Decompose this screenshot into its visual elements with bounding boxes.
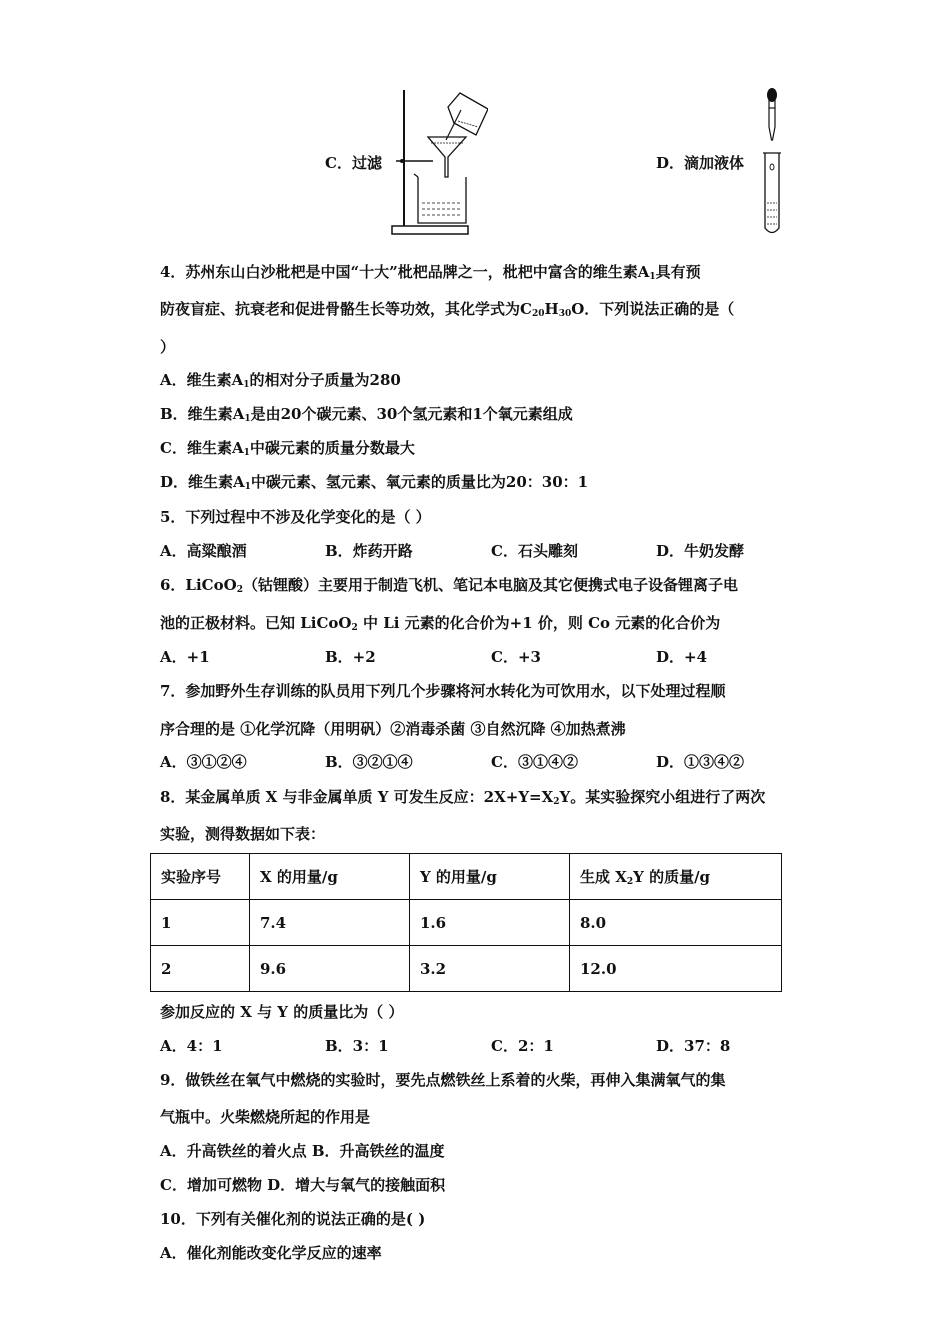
table-cell: 1.6 <box>410 900 570 946</box>
table-cell: 3.2 <box>410 946 570 992</box>
q5-option-a: A．高粱酿酒 <box>160 542 247 560</box>
q7-option-b: B．③②①④ <box>325 753 413 771</box>
q9-options-cd: C．增加可燃物 D．增大与氧气的接触面积 <box>160 1176 446 1194</box>
q8-option-d: D．37：8 <box>656 1037 731 1055</box>
q8-option-b: B．3：1 <box>325 1037 389 1055</box>
table-cell: 7.4 <box>250 900 410 946</box>
q8-option-a: A．4：1 <box>160 1037 223 1055</box>
q7-stem-line2: 序合理的是 ①化学沉降（用明矾）②消毒杀菌 ③自然沉降 ④加热煮沸 <box>160 720 626 738</box>
dropper-testtube-illustration <box>757 85 787 240</box>
q9-stem-line1: 9．做铁丝在氧气中燃烧的实验时，要先点燃铁丝上系着的火柴，再伸入集满氧气的集 <box>160 1071 726 1089</box>
table-header-cell: 生成 $X_2Y$ 的质量/g <box>570 854 782 900</box>
q5-option-c: C．石头雕刻 <box>491 542 578 560</box>
q3-option-c: C．过滤 <box>325 154 382 172</box>
q8-question: 参加反应的 X 与 Y 的质量比为（ ） <box>160 1003 404 1021</box>
q10-stem: 10．下列有关催化剂的说法正确的是( ) <box>160 1210 426 1228</box>
q6-option-b: B．+2 <box>325 648 376 666</box>
q8-stem-line1: 8．某金属单质 X 与非金属单质 Y 可发生反应：$2X+Y=X_2Y$。某实验探究小组进行了两次 <box>160 788 766 807</box>
q10-option-a: A．催化剂能改变化学反应的速率 <box>160 1244 382 1262</box>
q4-stem-line3: ） <box>160 338 176 356</box>
q8-option-c: C．2：1 <box>491 1037 554 1055</box>
q6-option-c: C．+3 <box>491 648 541 666</box>
q7-option-c: C．③①④② <box>491 753 578 771</box>
q4-stem-line1: 4．苏州东山白沙枇杷是中国“十大”枇杷品牌之一，枇杷中富含的维生素$A_1$具有预 <box>160 263 701 282</box>
q4-option-c: C．维生素$A_1$中碳元素的质量分数最大 <box>160 439 415 458</box>
q6-stem-line1: 6．LiCoO$_2$（钴锂酸）主要用于制造飞机、笔记本电脑及其它便携式电子设备锂离子电 <box>160 576 738 595</box>
q4-option-a: A．维生素$A_1$的相对分子质量为280 <box>160 371 401 390</box>
q6-option-a: A．+1 <box>160 648 210 666</box>
filtration-apparatus-illustration <box>388 85 488 240</box>
q6-stem-line2: 池的正极材料。已知 LiCoO$_2$ 中 Li 元素的化合价为+1 价，则 Co 元素的化合价为 <box>160 614 721 633</box>
q7-option-a: A．③①②④ <box>160 753 247 771</box>
table-cell: 12.0 <box>570 946 782 992</box>
table-cell: 1 <box>151 900 250 946</box>
q9-stem-line2: 气瓶中。火柴燃烧所起的作用是 <box>160 1108 371 1126</box>
q5-option-d: D．牛奶发酵 <box>656 542 745 560</box>
table-header-row <box>151 854 782 900</box>
q4-option-b: B．维生素$A_1$是由20个碳元素、30个氢元素和1个氧元素组成 <box>160 405 573 424</box>
q4-option-d: D．维生素$A_1$中碳元素、氢元素、氧元素的质量比为20：30：1 <box>160 473 589 492</box>
table-row <box>151 900 782 946</box>
experiment-data-table <box>150 853 782 992</box>
table-row <box>151 946 782 992</box>
q5-stem: 5．下列过程中不涉及化学变化的是（ ） <box>160 508 431 526</box>
q3-option-d: D．滴加液体 <box>656 154 745 172</box>
q5-option-b: B．炸药开路 <box>325 542 413 560</box>
q6-option-d: D．+4 <box>656 648 708 666</box>
table-cell: 9.6 <box>250 946 410 992</box>
q8-stem-line2: 实验，测得数据如下表： <box>160 825 326 843</box>
table-cell: 2 <box>151 946 250 992</box>
table-header-cell: X 的用量/g <box>250 854 410 900</box>
table-header-cell: Y 的用量/g <box>410 854 570 900</box>
table-cell: 8.0 <box>570 900 782 946</box>
q7-option-d: D．①③④② <box>656 753 745 771</box>
q7-stem-line1: 7．参加野外生存训练的队员用下列几个步骤将河水转化为可饮用水，以下处理过程顺 <box>160 682 726 700</box>
q4-stem-line2: 防夜盲症、抗衰老和促进骨骼生长等功效，其化学式为$C_{20}H_{30}O$．下列说法正确的是（ <box>160 300 735 319</box>
table-header-cell: 实验序号 <box>151 854 250 900</box>
q9-options-ab: A．升高铁丝的着火点 B．升高铁丝的温度 <box>160 1142 445 1160</box>
